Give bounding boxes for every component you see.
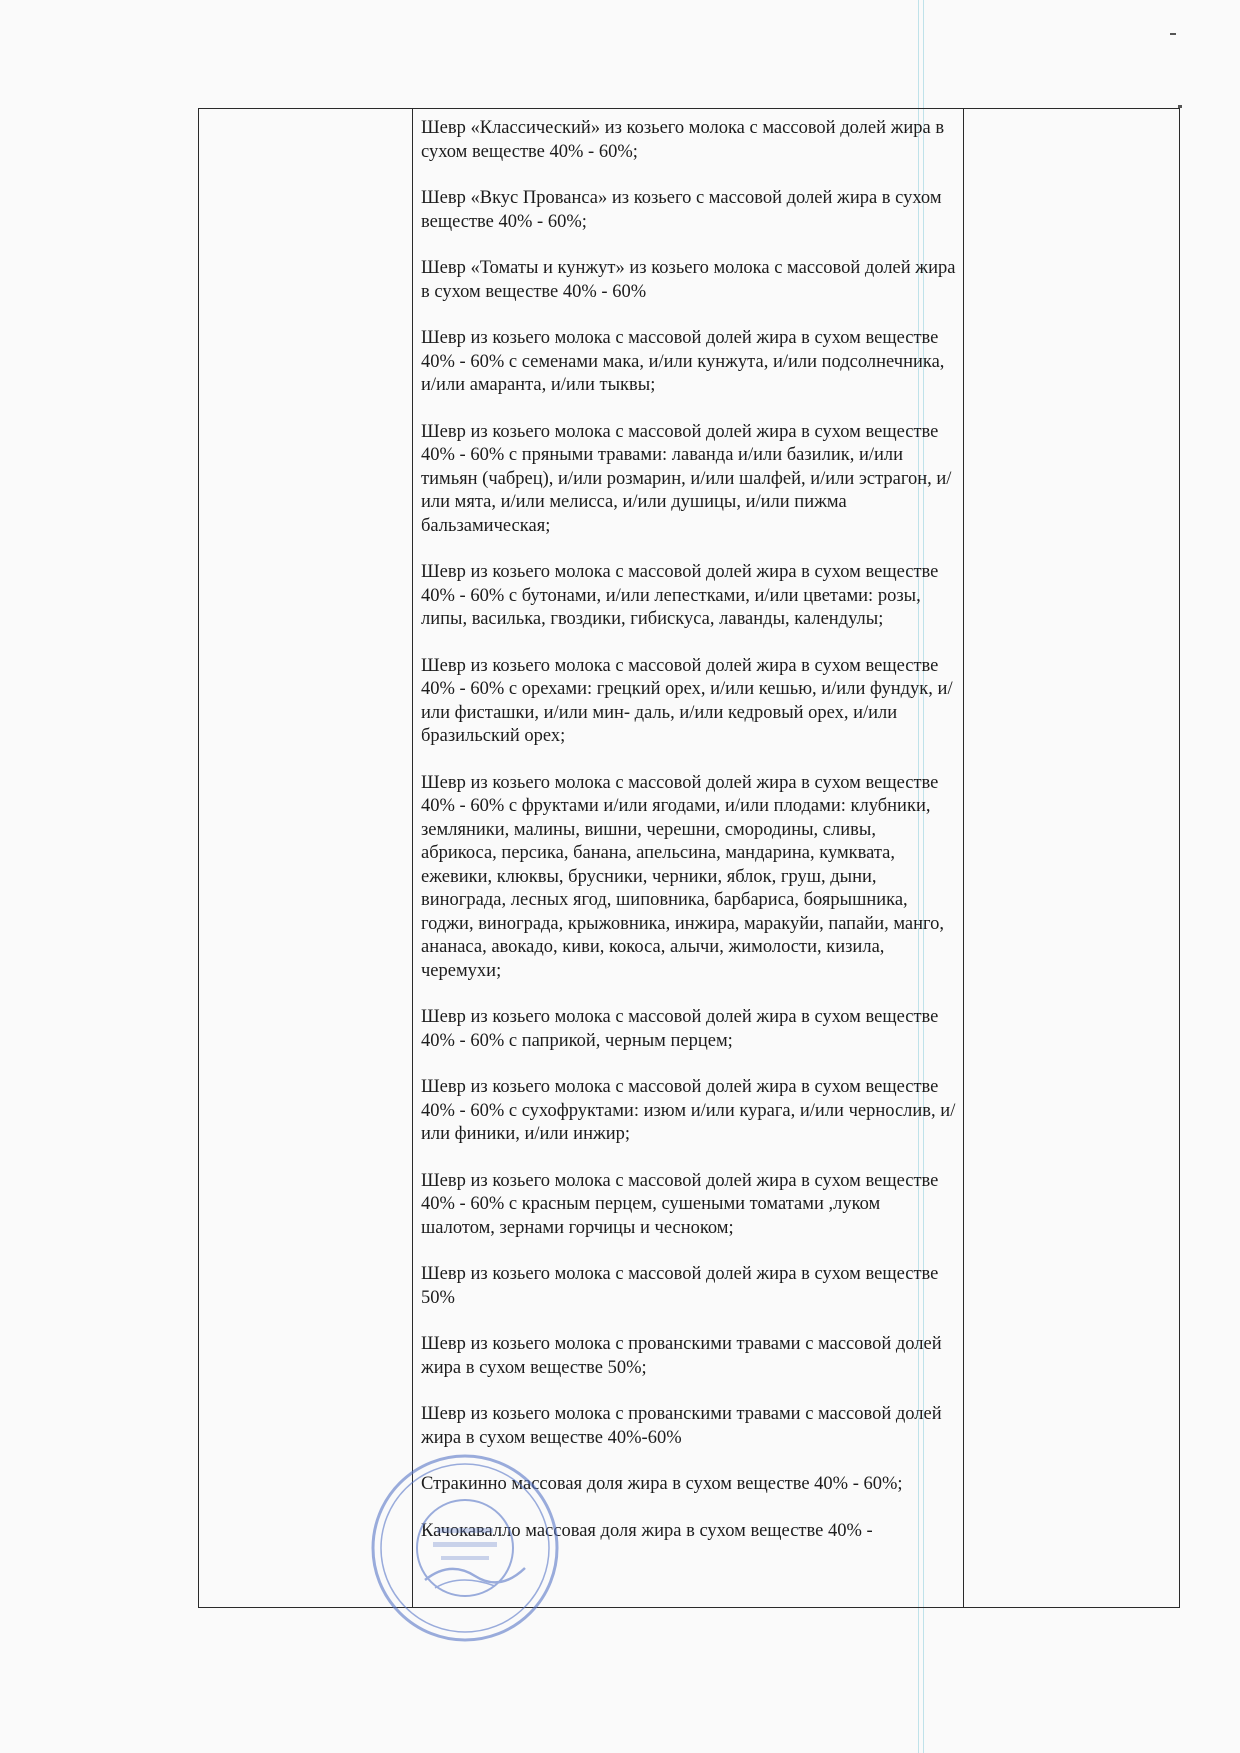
product-paragraph: Стракинно массовая доля жира в сухом веществе 40% - 60%; xyxy=(421,1474,903,1494)
product-paragraph: Шевр из козьего молока с массовой долей жира в сухом веществе 40% - 60% с красным перцем, сушеными томатами ,луком шалотом, зернами горчицы и чесноком; xyxy=(421,1170,939,1238)
product-paragraph: Шевр из козьего молока с массовой долей жира в сухом веществе 40% - 60% с семенами мака, и/или кунжута, и/или подсолнечника, и/или амаранта, и/или тыквы; xyxy=(421,328,945,395)
product-paragraph: Шевр из козьего молока с массовой долей жира в сухом веществе 40% - 60% с фруктами и/или ягодами, и/или плодами: клубники, земляники, малины, вишни, черешни, смородины, сливы, абрикоса, персика, банана, апельсина, мандарина, кумквата, ежевики, клюквы, брусники, черники, яблок, груш, дыни, винограда, лесных ягод, шиповника, барбариса, боярышника, годжи, винограда, крыжовника, инжира, маракуйи, папайи, манго, ананаса, авокадо, киви, кокоса, алычи, жимолости, кизила, черемухи; xyxy=(421,772,945,981)
scan-speck xyxy=(1170,33,1176,35)
product-paragraph: Шевр из козьего молока с массовой долей жира в сухом веществе 40% - 60% с паприкой, черным перцем; xyxy=(421,1007,939,1051)
product-paragraph: Шевр из козьего молока с прованскими травами с массовой долей жира в сухом веществе 50%; xyxy=(421,1334,942,1378)
document-table xyxy=(198,108,1180,1608)
product-paragraph: Качокавалло массовая доля жира в сухом веществе 40% - xyxy=(421,1520,873,1541)
product-list-cell xyxy=(421,117,956,1566)
product-paragraph: Шевр «Вкус Прованса» из козьего с массовой долей жира в сухом веществе 40% - 60%; xyxy=(421,188,942,232)
product-paragraph: Шевр из козьего молока с массовой долей жира в сухом веществе 50% xyxy=(421,1264,939,1308)
product-paragraph: Шевр из козьего молока с прованскими травами с массовой долей жира в сухом веществе 40%-60% xyxy=(421,1404,942,1448)
product-paragraph: Шевр из козьего молока с массовой долей жира в сухом веществе 40% - 60% с сухофруктами: изюм и/или курага, и/или чернослив, и/или финики, и/или инжир; xyxy=(421,1077,956,1144)
product-paragraph: Шевр из козьего молока с массовой долей жира в сухом веществе 40% - 60% с орехами: грецкий орех, и/или кешью, и/или фундук, и/или фисташки, и/или мин- даль, и/или кедровый орех, и/или бразильский орех; xyxy=(421,655,953,746)
product-paragraph: Шевр из козьего молока с массовой долей жира в сухом веществе 40% - 60% с пряными травами: лаванда и/или базилик, и/или тимьян (чабрец), и/или розмарин, и/или шалфей, и/или эстрагон, и/или мята, и/или мелисса, и/или душицы, и/или пижма бальзамическая; xyxy=(421,421,952,536)
product-paragraph: Шевр «Классический» из козьего молока с массовой долей жира в сухом веществе 40% - 60%; xyxy=(421,118,945,162)
table-column-divider-left xyxy=(412,109,413,1607)
table-column-divider-right xyxy=(963,109,964,1607)
product-paragraph: Шевр из козьего молока с массовой долей жира в сухом веществе 40% - 60% с бутонами, и/или лепестками, и/или цветами: розы, липы, василька, гвоздики, гибискуса, лаванды, календулы; xyxy=(421,562,939,629)
round-seal-stamp-icon xyxy=(365,1448,565,1648)
product-paragraph: Шевр «Томаты и кунжут» из козьего молока с массовой долей жира в сухом веществе 40% - 60% xyxy=(421,258,956,302)
